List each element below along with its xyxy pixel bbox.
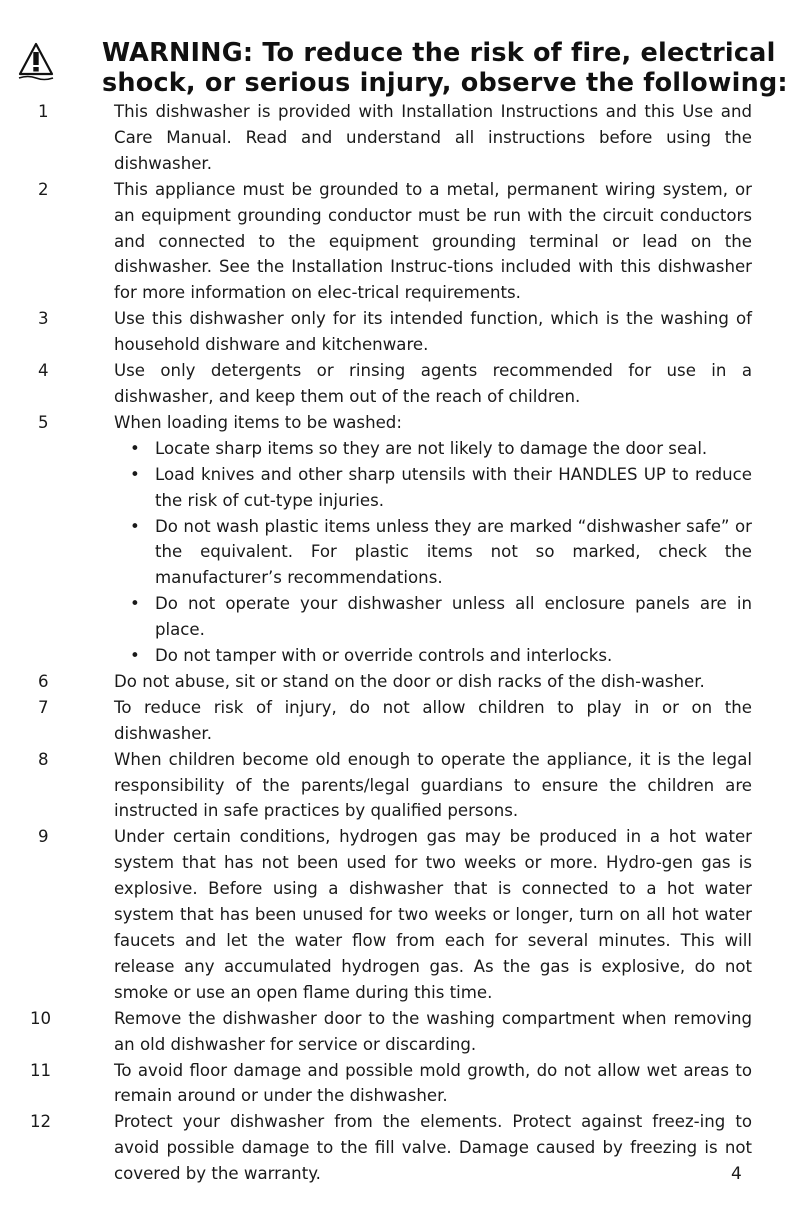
warning-triangle-icon xyxy=(18,42,54,82)
sub-list-item xyxy=(130,643,752,669)
item-number: 2 xyxy=(38,179,49,199)
sub-list-item xyxy=(130,591,752,643)
item-text: When children become old enough to operate the appliance, it is the legal responsibility of the parents/legal guardians to ensure the children are instructed in safe practices by qualified persons. xyxy=(114,749,752,821)
item-text: Under certain conditions, hydrogen gas may be produced in a hot water system that has not been used for two weeks or more. Hydro-gen gas is explosive. Before using a dishwasher that is connected to a hot water system that has been unused for two weeks or longer, turn on all hot water faucets and let the water flow from each for several minutes. This will release any accumulated hydrogen gas. As the gas is explosive, do not smoke or use an open flame during this time. xyxy=(114,827,752,1002)
sub-item-text: Do not wash plastic items unless they are marked “dishwasher safe” or the equivalent. For plastic items not so marked, check the manufacturer’s recommendations. xyxy=(155,516,752,588)
item-text: Do not abuse, sit or stand on the door or dish racks of the dish-washer. xyxy=(114,671,705,691)
item-number: 6 xyxy=(38,671,49,691)
item-text: Use this dishwasher only for its intended function, which is the washing of household dishware and kitchenware. xyxy=(114,309,752,355)
item-text: This appliance must be grounded to a metal, permanent wiring system, or an equipment grounding conductor must be run with the circuit conductors and connected to the equipment grounding terminal or lead on the dishwasher. See the Installation Instruc-tions included with this dishwasher for more information on elec-trical requirements. xyxy=(114,179,752,303)
list-item xyxy=(0,1058,793,1110)
sub-item-text: Do not tamper with or override controls and interlocks. xyxy=(155,646,613,666)
item-text: To avoid floor damage and possible mold growth, do not allow wet areas to remain around or under the dishwasher. xyxy=(114,1060,752,1106)
list-item xyxy=(0,410,793,436)
warning-title-line1: WARNING: To reduce the risk of fire, electrical xyxy=(102,38,776,68)
bullet-icon: • xyxy=(130,516,140,536)
list-item xyxy=(0,669,793,695)
item-text: When loading items to be washed: xyxy=(114,412,402,432)
item-number: 7 xyxy=(38,697,49,717)
list-item xyxy=(0,306,793,358)
sub-list-item xyxy=(130,514,752,592)
page-number: 4 xyxy=(731,1164,742,1184)
sub-item-text: Locate sharp items so they are not likely to damage the door seal. xyxy=(155,438,708,458)
list-item xyxy=(0,747,793,825)
list-item xyxy=(0,695,793,747)
item-number: 5 xyxy=(38,412,49,432)
item-number: 8 xyxy=(38,749,49,769)
list-item xyxy=(0,824,793,1005)
item-text: Remove the dishwasher door to the washing compartment when removing an old dishwasher for service or discarding. xyxy=(114,1008,752,1054)
item-number: 10 xyxy=(30,1008,52,1028)
sub-item-text: Do not operate your dishwasher unless all enclosure panels are in place. xyxy=(155,594,752,640)
sub-list-item xyxy=(130,462,752,514)
list-item xyxy=(0,1006,793,1058)
bullet-icon: • xyxy=(130,438,140,458)
warning-title-line2: shock, or serious injury, observe the following: xyxy=(102,68,788,98)
item-number: 1 xyxy=(38,102,49,121)
safety-instructions-list xyxy=(0,99,793,1187)
item-number: 3 xyxy=(38,309,49,329)
item-text: This dishwasher is provided with Installation Instructions and this Use and Care Manual. Read and understand all instructions before using the dishwasher. xyxy=(114,102,752,173)
list-item xyxy=(0,99,793,177)
bullet-icon: • xyxy=(130,594,140,614)
sub-list-item xyxy=(130,436,752,462)
item-text: To reduce risk of injury, do not allow children to play in or on the dishwasher. xyxy=(114,697,752,743)
item-text: Protect your dishwasher from the elements. Protect against freez-ing to avoid possible damage to the fill valve. Damage caused by freezing is not covered by the warranty. xyxy=(114,1112,752,1184)
list-item xyxy=(0,1109,793,1187)
sub-item-text: Load knives and other sharp utensils with their HANDLES UP to reduce the risk of cut-type injuries. xyxy=(155,464,752,510)
item-number: 9 xyxy=(38,827,49,847)
item-number: 12 xyxy=(30,1112,52,1132)
warning-title xyxy=(102,38,792,98)
bullet-icon: • xyxy=(130,464,140,484)
bullet-icon: • xyxy=(130,646,140,666)
list-item xyxy=(0,177,793,307)
list-item xyxy=(0,358,793,410)
item-text: Use only detergents or rinsing agents recommended for use in a dishwasher, and keep them out of the reach of children. xyxy=(114,361,752,406)
item-number: 11 xyxy=(30,1060,52,1080)
item-number: 4 xyxy=(38,361,49,381)
